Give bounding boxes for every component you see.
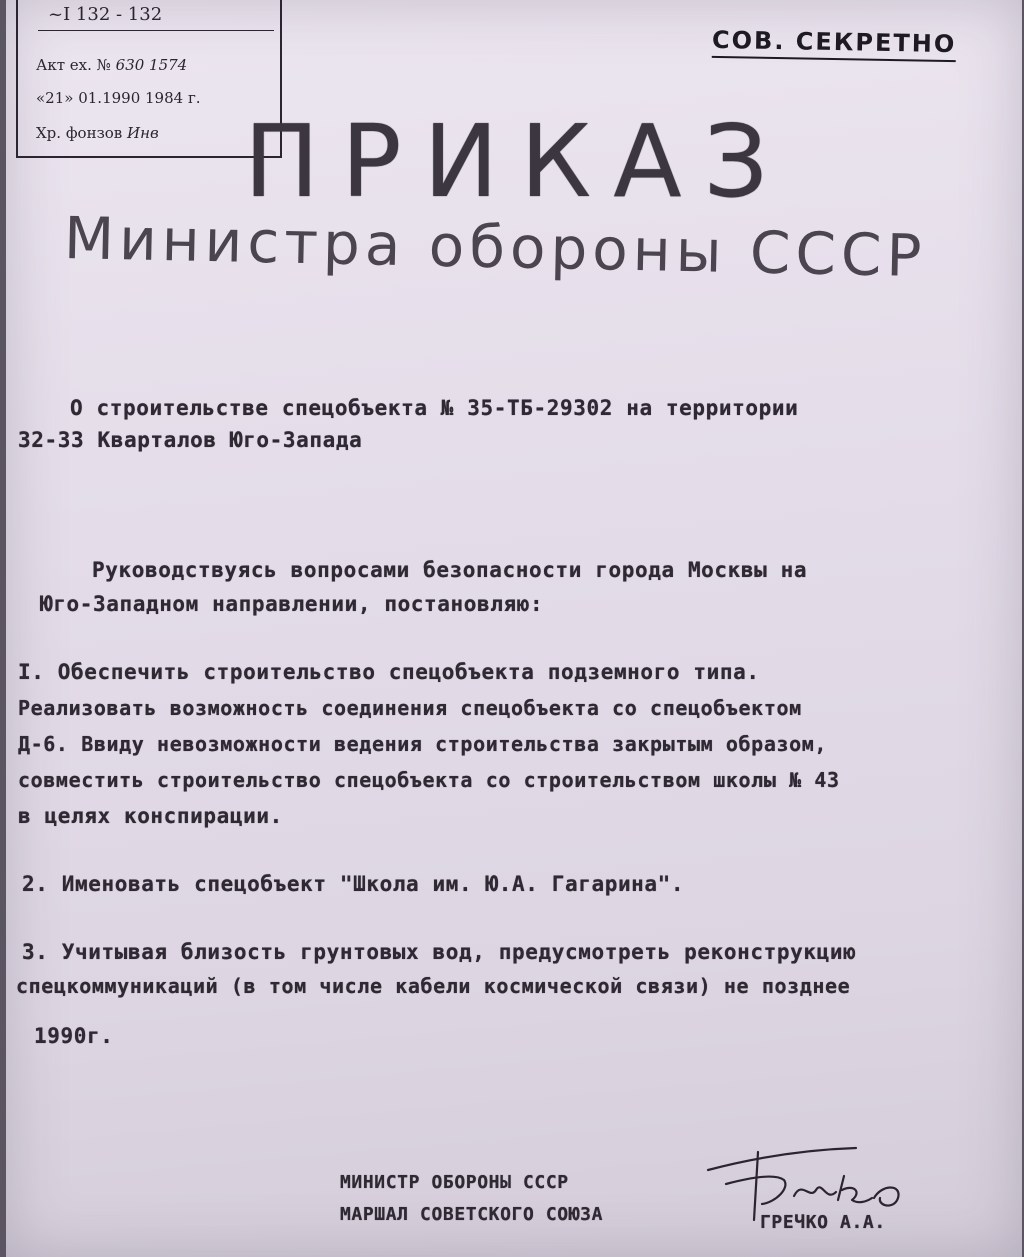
item-1-line: Реализовать возможность соединения спецобъекта со спецобъектом	[18, 696, 802, 720]
document-page	[6, 0, 1022, 1257]
document-subtitle: Министра обороны СССР	[63, 203, 928, 291]
stamp-fond-value: Инв	[127, 124, 159, 142]
stamp-rule	[38, 30, 274, 31]
subject-line: О строительстве спецобъекта № 35-ТБ-29302 на территории	[70, 396, 799, 420]
classification-mark: СОВ. СЕКРЕТНО	[712, 26, 957, 62]
subject-line: 32-33 Кварталов Юго-Запада	[18, 428, 363, 452]
signatory-position: МИНИСТР ОБОРОНЫ СССР	[340, 1172, 569, 1193]
preamble-line: Руководствуясь вопросами безопасности города Москвы на	[92, 558, 808, 582]
stamp-fond-label: Хр. фонзов	[36, 124, 123, 142]
signatory-name: ГРЕЧКО А.А.	[760, 1212, 886, 1233]
item-1-line: Д-6. Ввиду невозможности ведения строительства закрытым образом,	[18, 732, 828, 756]
stamp-fond-line	[36, 124, 159, 142]
preamble-line: Юго-Западном направлении, постановляю:	[40, 592, 544, 616]
handwritten-signature	[706, 1140, 936, 1240]
stamp-act-value: 630 1574	[115, 56, 188, 74]
document-title: ПРИКАЗ	[244, 103, 790, 220]
item-1-line: в целях конспирации.	[18, 804, 283, 828]
item-3-line: 1990г.	[34, 1024, 114, 1048]
item-3-line: 3. Учитывая близость грунтовых вод, предусмотреть реконструкцию	[22, 940, 857, 964]
item-2-line: 2. Именовать спецобъект "Школа им. Ю.А. Гагарина".	[22, 872, 685, 896]
archive-stamp	[16, 0, 282, 158]
stamp-act-line	[36, 56, 187, 74]
item-1-line: совместить строительство спецобъекта со строительством школы № 43	[18, 768, 840, 792]
stamp-act-label: Акт ех. №	[36, 56, 111, 74]
stamp-date: «21» 01.1990 1984 г.	[36, 89, 201, 107]
stamp-top-number: ~I 132 - 132	[48, 4, 163, 25]
signatory-rank: МАРШАЛ СОВЕТСКОГО СОЮЗА	[340, 1204, 604, 1225]
item-1-line: I. Обеспечить строительство спецобъекта подземного типа.	[18, 660, 760, 684]
item-3-line: спецкоммуникаций (в том числе кабели космической связи) не позднее	[16, 974, 851, 998]
